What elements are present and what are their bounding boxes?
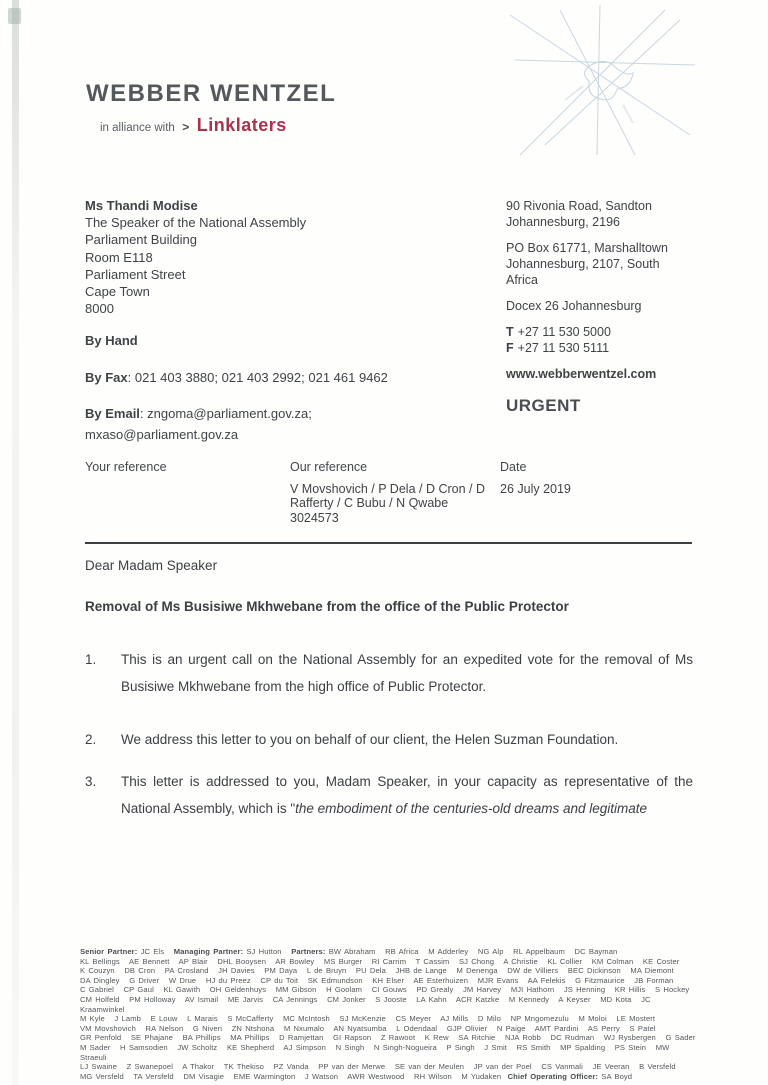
- phone-fax-block: [506, 324, 721, 356]
- letter-body: [85, 558, 693, 848]
- our-reference-label: Our reference: [290, 460, 368, 474]
- by-fax-label: By Fax: [85, 369, 128, 385]
- senior-partner-name: JC Els: [140, 947, 165, 956]
- postal-line: Africa: [506, 273, 538, 287]
- footer-line: KL Bellings AE Bennett AP Blair DHL Booysen AR Bowley MS Burger RI Carrim T Cassim SJ Chong A Christie KL Collier KM Colman KE Coster: [80, 956, 680, 966]
- fax-line: [506, 340, 721, 356]
- recipient-line: Parliament Building: [85, 232, 198, 248]
- recipient-line: Cape Town: [85, 284, 150, 300]
- date-column: [500, 460, 571, 496]
- our-reference-line: Rafferty / C Bubu / N Qwabe: [290, 496, 449, 510]
- delivery-methods-block: [85, 331, 453, 461]
- firm-name: WEBBER WENTZEL: [86, 80, 337, 107]
- scan-edge-artifact: [12, 0, 19, 1085]
- our-reference-column: [290, 460, 490, 525]
- footer-line: M Sader H Samsodien JW Scholtz KE Shepherd AJ Simpson N Singh N Singh-Nogueira P Singh J Smit RS Smith MP Spalding PS Stein MW Straeuli: [80, 1042, 673, 1062]
- firm-address-block: [506, 198, 721, 382]
- managing-partner-name: SJ Hutton: [246, 947, 282, 956]
- coo-name: SA Boyd: [601, 1071, 633, 1081]
- date-label: Date: [500, 460, 527, 474]
- our-reference-line: 3024573: [290, 510, 339, 525]
- subject-heading: Removal of Ms Busisiwe Mkhwebane from the office of the Public Protector: [85, 599, 569, 614]
- recipient-line: Room E118: [85, 249, 153, 265]
- paragraph-text: This is an urgent call on the National Assembly for an expedited vote for the removal of Ms Busisiwe Mkhwebane from the high office of Public Protector.: [121, 652, 693, 694]
- alliance-arrow-icon: >: [182, 120, 190, 134]
- street-line: 90 Rivonia Road, Sandton: [506, 199, 652, 213]
- street-line: Johannesburg, 2196: [506, 215, 620, 229]
- by-fax-numbers: : 021 403 3880; 021 403 2992; 021 461 9462: [127, 369, 388, 385]
- paragraph-3: [85, 768, 693, 822]
- our-reference-line: V Movshovich / P Dela / D Cron / D: [290, 481, 485, 496]
- recipient-name: Ms Thandi Modise: [85, 198, 198, 213]
- telephone-line: [506, 324, 721, 340]
- paragraph-number: 3.: [85, 774, 97, 789]
- footer-line: M Kyle J Lamb E Louw L Marais S McCafferty MC McIntosh SJ McKenzie CS Meyer AJ Mills D Milo NP Mngomezulu M Moloi LE Mostert: [80, 1014, 656, 1024]
- horizontal-divider: [85, 542, 692, 544]
- footer-line: LJ Swaine Z Swanepoel A Thakor TK Thekiso PZ Vanda PP van der Merwe SE van der Meulen JP van der Poel CS Vanmali JE Veeran B Versfeld: [80, 1062, 676, 1072]
- alliance-line: [86, 115, 336, 136]
- paragraph-text: We address this letter to you on behalf of our client, the Helen Suzman Foundation.: [121, 732, 619, 747]
- postal-line: PO Box 61771, Marshalltown: [506, 241, 668, 255]
- footer-line: VM Movshovich RA Nelson G Niven ZN Ntshona M Nxumalo AN Nyatsumba L Odendaal GJP Olivier N Paige AMT Pardini AS Perry S Patel: [80, 1023, 656, 1033]
- by-hand-line: [85, 331, 453, 352]
- street-address: [506, 198, 721, 230]
- by-hand-label: By Hand: [85, 333, 138, 348]
- paragraph-text-quote: the embodiment of the centuries-old dreams and legitimate: [295, 801, 648, 816]
- recipient-line: The Speaker of the National Assembly: [85, 215, 307, 231]
- footer-line: GR Penfold SE Phajane BA Phillips MA Phillips D Ramjettan GI Rapson Z Rawoot K Rew SA Ritchie NJA Robb DC Rudman WJ Rysbergen G Sader: [80, 1033, 696, 1043]
- recipient-address-block: [85, 197, 306, 317]
- recipient-line: Parliament Street: [85, 266, 186, 282]
- by-fax-line: [85, 368, 453, 389]
- paragraph-text: This letter is addressed to you, Madam Speaker, in your capacity as representative of the National Assembly, which is ": [121, 774, 693, 816]
- paragraph-2: [85, 726, 693, 753]
- website-url: www.webberwentzel.com: [506, 367, 657, 381]
- fax-number: +27 11 530 5111: [517, 341, 610, 355]
- by-email-addresses: : zngoma@parliament.gov.za; mxaso@parliament.gov.za: [85, 406, 312, 442]
- senior-partner-label: Senior Partner:: [80, 947, 138, 956]
- footer-line: [80, 1072, 696, 1082]
- salutation: Dear Madam Speaker: [85, 558, 218, 573]
- footer-line: CM Holfeld PM Holloway AV Ismail ME Jarvis CA Jennings CM Jonker S Jooste LA Kahn ACR Katzke M Kennedy A Keyser MD Kota JC Kraamwinkel: [80, 994, 654, 1014]
- partner-list-footer: [80, 947, 696, 1081]
- paragraph-1: [85, 646, 693, 700]
- managing-partner-label: Managing Partner:: [173, 947, 244, 956]
- alliance-prefix: in alliance with: [100, 122, 175, 134]
- footer-line: K Couzyn DB Cron PA Crosland JH Davies PM Daya L de Bruyn PU Dela JHB de Lange M Denenga DW de Villiers BEC Dickinson MA Diemont: [80, 966, 674, 976]
- scan-edge-chip-artifact: [8, 8, 21, 24]
- recipient-line: 8000: [85, 301, 114, 317]
- partner-names: MG Versfeld TA Versfeld DM Visagie EME Warmington J Watson AWR Westwood RH Wilson M Yudaken: [80, 1071, 502, 1081]
- fax-label: F: [506, 341, 514, 355]
- partners-label: Partners:: [291, 947, 326, 956]
- by-email-line: [85, 404, 453, 445]
- ink-scribble-artifact: [505, 5, 705, 160]
- footer-line: [80, 947, 696, 957]
- by-email-label: By Email: [85, 406, 140, 421]
- tel-number: +27 11 530 5000: [517, 325, 611, 339]
- firm-logo: [86, 80, 336, 136]
- paragraph-number: 2.: [85, 732, 97, 747]
- footer-line: DA Dingley G Driver W Drue HJ du Preez CP du Toit SK Edmundson KH Elser AE Esterhuizen MJR Evans AA Felekis G Fitzmaurice JB Forman: [80, 975, 674, 985]
- partner-names: BW Abraham RB Africa M Adderley NG Alp RL Appelbaum DC Bayman: [328, 947, 618, 956]
- your-reference-column: [85, 460, 167, 475]
- urgent-label: URGENT: [506, 396, 581, 415]
- footer-line: C Gabriel CP Gaul KL Gawith OH Geldenhuys MM Gibson H Goolam CI Gouws PD Grealy JM Harvey MJI Hathorn JS Henning KR Hillis S Hockey: [80, 985, 690, 995]
- date-value: 26 July 2019: [500, 481, 571, 496]
- alliance-partner-name: Linklaters: [196, 115, 287, 135]
- tel-label: T: [506, 325, 514, 339]
- our-reference-value: [290, 482, 490, 526]
- paragraph-number: 1.: [85, 652, 97, 667]
- postal-line: Johannesburg, 2107, South: [506, 257, 660, 271]
- your-reference-label: Your reference: [85, 460, 167, 474]
- coo-label: Chief Operating Officer:: [507, 1071, 599, 1081]
- docex-line: Docex 26 Johannesburg: [506, 299, 642, 313]
- postal-address: [506, 240, 721, 288]
